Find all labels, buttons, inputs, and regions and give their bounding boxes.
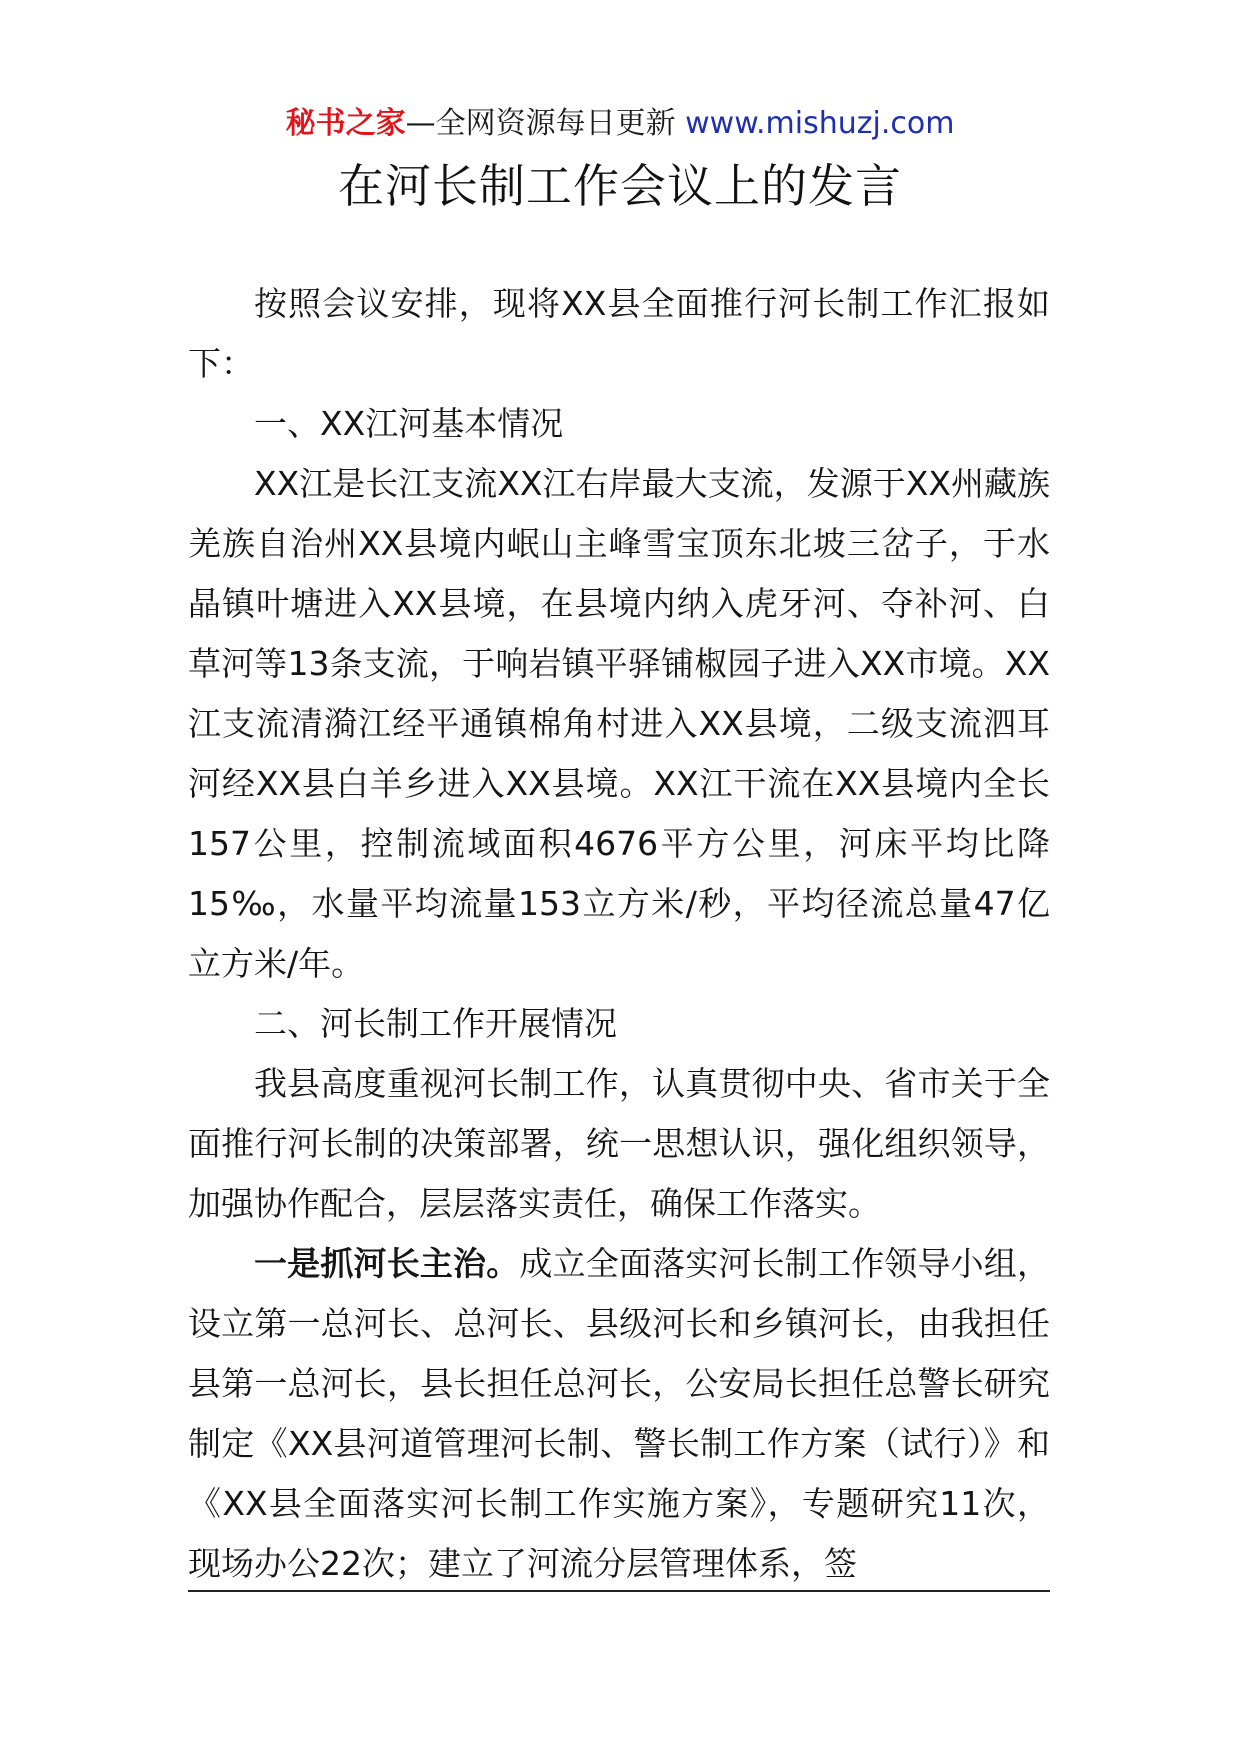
section-heading-1: 一、XX江河基本情况 xyxy=(254,404,564,443)
document-body xyxy=(188,274,1050,1594)
paragraph-lead-bold: 一是抓河长主治。 xyxy=(254,1244,520,1283)
site-url[interactable]: www.mishuzj.com xyxy=(685,106,955,141)
document-title: 在河长制工作会议上的发言 xyxy=(338,159,902,213)
paragraph-river-chief xyxy=(188,1234,1050,1594)
page-bottom-rule xyxy=(188,1590,1050,1592)
paragraph-river-chief-text: 成立全面落实河长制工作领导小组，设立第一总河长、总河长、县级河长和乡镇河长，由我担任县第一总河长，县长担任总河长，公安局长担任总警长研究制定《XX县河道管理河长制、警长制工作方案（试行）》和《XX县全面落实河长制工作实施方案》，专题研究11次，现场办公22次；建立了河流分层管理体系，签 xyxy=(188,1244,1051,1583)
section-heading-2: 二、河长制工作开展情况 xyxy=(254,1004,617,1043)
paragraph-intro: 按照会议安排，现将XX县全面推行河长制工作汇报如下： xyxy=(188,284,1050,383)
paragraph-river-overview: XX江是长江支流XX江右岸最大支流，发源于XX州藏族羌族自治州XX县境内岷山主峰雪宝顶东北坡三岔子，于水晶镇叶塘进入XX县境，在县境内纳入虎牙河、夺补河、白草河等13条支流，于响岩镇平驿铺椒园子进入XX市境。XX江支流清漪江经平通镇棉角村进入XX县境，二级支流泗耳河经XX县白羊乡进入XX县境。XX江干流在XX县境内全长157公里，控制流域面积4676平方公里，河床平均比降15‰，水量平均流量153立方米/秒，平均径流总量47亿立方米/年。 xyxy=(188,464,1050,983)
site-header xyxy=(0,104,1240,144)
brand-name: 秘书之家 xyxy=(285,106,406,141)
paragraph-work-overview: 我县高度重视河长制工作，认真贯彻中央、省市关于全面推行河长制的决策部署，统一思想认识，强化组织领导，加强协作配合，层层落实责任，确保工作落实。 xyxy=(188,1064,1050,1223)
site-slogan: —全网资源每日更新 xyxy=(405,106,686,141)
